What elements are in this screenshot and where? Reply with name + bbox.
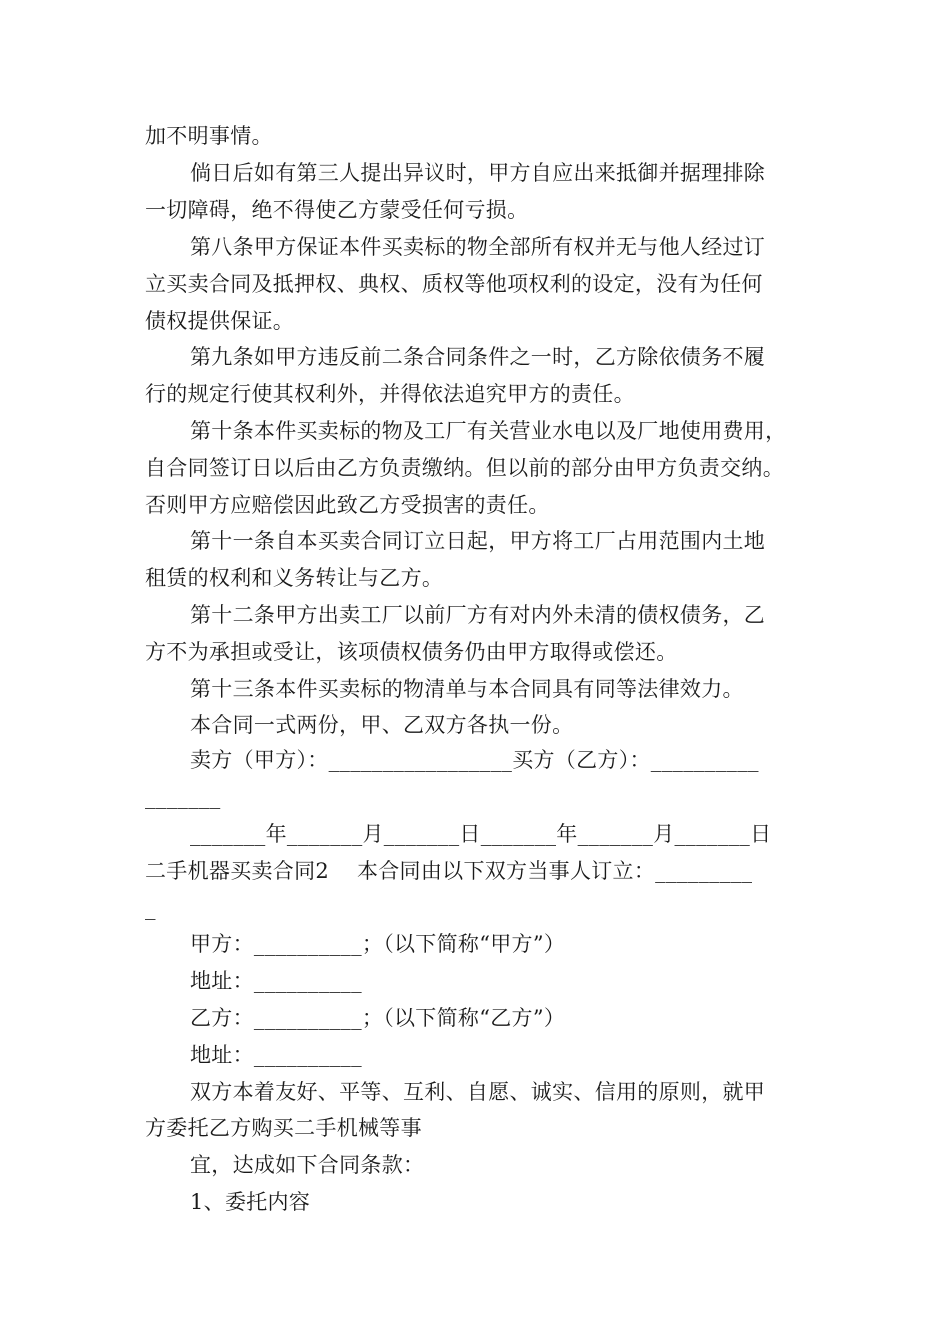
party-a-line: 甲方：__________；（以下简称“甲方”） xyxy=(190,932,566,956)
signature-line: _______ xyxy=(145,785,221,809)
text-line: 第十条本件买卖标的物及工厂有关营业水电以及厂地使用费用， xyxy=(190,419,787,443)
party-b-address: 地址：__________ xyxy=(190,1043,362,1067)
date-line: _______年_______月_______日_______年_______月_______日 xyxy=(190,822,772,846)
text-line: 行的规定行使其权利外，并得依法追究甲方的责任。 xyxy=(145,382,635,406)
text-line: 第十二条甲方出卖工厂以前厂方有对内外未清的债权债务，乙 xyxy=(190,603,766,627)
signature-line: 卖方（甲方）：_________________买方（乙方）：__________ xyxy=(190,748,759,772)
text-line: 租赁的权利和义务转让与乙方。 xyxy=(145,566,444,590)
text-line: 方不为承担或受让，该项债权债务仍由甲方取得或偿还。 xyxy=(145,640,678,664)
list-item-heading: 1、委托内容 xyxy=(190,1190,311,1214)
text-line: 加不明事情。 xyxy=(145,124,273,148)
text-line: 立买卖合同及抵押权、典权、质权等他项权利的设定，没有为任何 xyxy=(145,272,763,296)
text-line: 一切障碍，绝不得使乙方蒙受任何亏损。 xyxy=(145,198,529,222)
text-line: _ xyxy=(145,896,156,920)
section-heading: 二手机器买卖合同2 本合同由以下双方当事人订立：_________ xyxy=(145,859,753,883)
text-line: 倘日后如有第三人提出异议时，甲方自应出来抵御并据理排除 xyxy=(190,161,766,185)
text-line: 宜，达成如下合同条款： xyxy=(190,1153,425,1177)
party-a-address: 地址：__________ xyxy=(190,969,362,993)
text-line: 本合同一式两份，甲、乙双方各执一份。 xyxy=(190,713,574,737)
text-line: 自合同签订日以后由乙方负责缴纳。但以前的部分由甲方负责交纳。 xyxy=(145,456,784,480)
text-line: 第八条甲方保证本件买卖标的物全部所有权并无与他人经过订 xyxy=(190,235,766,259)
text-line: 双方本着友好、平等、互利、自愿、诚实、信用的原则，就甲 xyxy=(190,1080,766,1104)
party-b-line: 乙方：__________；（以下简称“乙方”） xyxy=(190,1006,566,1030)
text-line: 第十三条本件买卖标的物清单与本合同具有同等法律效力。 xyxy=(190,677,744,701)
text-line: 第十一条自本买卖合同订立日起，甲方将工厂占用范围内土地 xyxy=(190,529,766,553)
text-line: 第九条如甲方违反前二条合同条件之一时，乙方除依债务不履 xyxy=(190,345,766,369)
text-line: 债权提供保证。 xyxy=(145,309,295,333)
text-line: 方委托乙方购买二手机械等事 xyxy=(145,1116,422,1140)
text-line: 否则甲方应赔偿因此致乙方受损害的责任。 xyxy=(145,493,550,517)
